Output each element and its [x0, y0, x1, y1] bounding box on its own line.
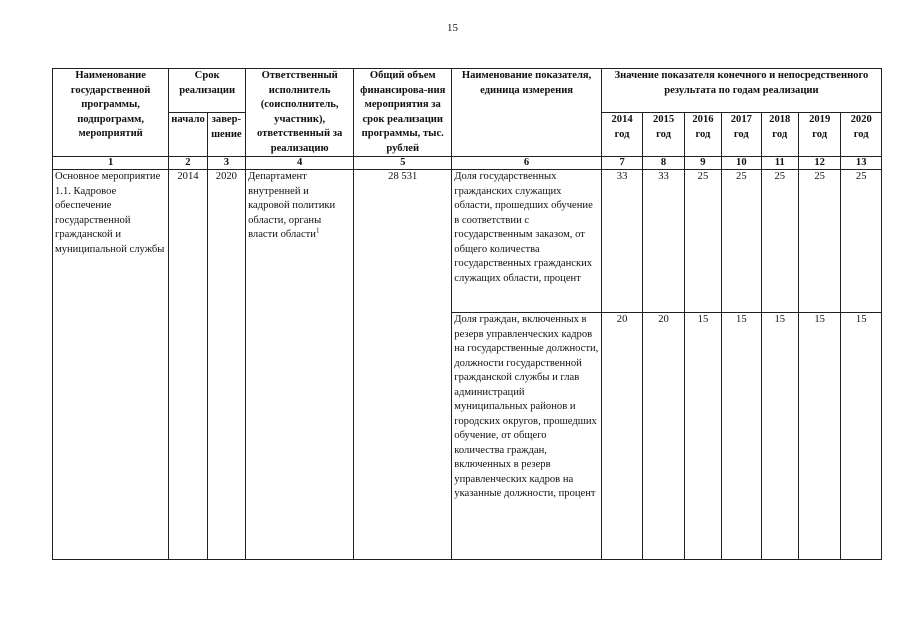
- column-number: 8: [643, 157, 684, 170]
- table-row: [53, 170, 882, 313]
- column-number: 4: [246, 157, 354, 170]
- column-number: 7: [601, 157, 642, 170]
- header-year-2014: 2014 год: [601, 113, 642, 157]
- indicator-value: 25: [798, 170, 840, 313]
- measure-name: Основное мероприятие 1.1. Кадровое обеспечение государственной гражданской и муниципальной службы: [53, 170, 169, 560]
- indicator-value: 33: [643, 170, 684, 313]
- indicator-value: 25: [841, 170, 882, 313]
- column-number: 3: [207, 157, 245, 170]
- header-program-name: Наименование государственной программы, подпрограмм, мероприятий: [53, 69, 169, 157]
- indicator-value: 15: [798, 313, 840, 560]
- header-year-2015: 2015 год: [643, 113, 684, 157]
- header-year-2016: 2016 год: [684, 113, 721, 157]
- column-number: 2: [169, 157, 207, 170]
- header-year-2019: 2019 год: [798, 113, 840, 157]
- indicator-value: 25: [684, 170, 721, 313]
- measure-start-year: 2014: [169, 170, 207, 560]
- header-executor: Ответственный исполнитель (соисполнитель, участник), ответственный за реализацию: [246, 69, 354, 157]
- header-end: завер-шение: [207, 113, 245, 157]
- indicator-value: 20: [601, 313, 642, 560]
- indicator-value: 33: [601, 170, 642, 313]
- column-number: 10: [722, 157, 761, 170]
- column-number: 9: [684, 157, 721, 170]
- column-number: 5: [354, 157, 452, 170]
- header-funding: Общий объем финансирова-ния мероприятия за срок реализации программы, тыс. рублей: [354, 69, 452, 157]
- page-number: 15: [447, 22, 458, 34]
- indicator-name: Доля государственных гражданских служащих области, прошедших обучение в соответствии с государственным заказом, от общего количества государственных гражданских служащих области, процент: [452, 170, 602, 313]
- indicator-value: 15: [684, 313, 721, 560]
- indicator-value: 20: [643, 313, 684, 560]
- indicator-value: 25: [761, 170, 798, 313]
- indicator-value: 25: [722, 170, 761, 313]
- column-number: 12: [798, 157, 840, 170]
- indicator-value: 15: [722, 313, 761, 560]
- executor-footnote-mark: 1: [315, 226, 320, 235]
- column-number: 13: [841, 157, 882, 170]
- header-year-2017: 2017 год: [722, 113, 761, 157]
- header-period: Срок реализации: [169, 69, 246, 113]
- indicator-value: 15: [761, 313, 798, 560]
- column-numbers-row: [53, 157, 882, 170]
- header-indicator: Наименование показателя, единица измерения: [452, 69, 602, 157]
- indicator-value: 15: [841, 313, 882, 560]
- header-start: начало: [169, 113, 207, 157]
- program-table: [52, 68, 882, 560]
- header-year-2020: 2020 год: [841, 113, 882, 157]
- column-number: 1: [53, 157, 169, 170]
- column-number: 6: [452, 157, 602, 170]
- column-number: 11: [761, 157, 798, 170]
- header-values: Значение показателя конечного и непосредственного результата по годам реализации: [601, 69, 881, 113]
- indicator-name: Доля граждан, включенных в резерв управленческих кадров на государственные должности, должности государственной гражданской службы и глав администраций муниципальных районов и городских округов, прошедших обучение, от общего количества граждан, включенных в резерв управленческих кадров на указанные должности, процент: [452, 313, 602, 560]
- executor-text: Департамент внутренней и кадровой политики области, органы власти области: [248, 171, 336, 240]
- header-year-2018: 2018 год: [761, 113, 798, 157]
- measure-funding: 28 531: [354, 170, 452, 560]
- measure-executor: [246, 170, 354, 560]
- measure-end-year: 2020: [207, 170, 245, 560]
